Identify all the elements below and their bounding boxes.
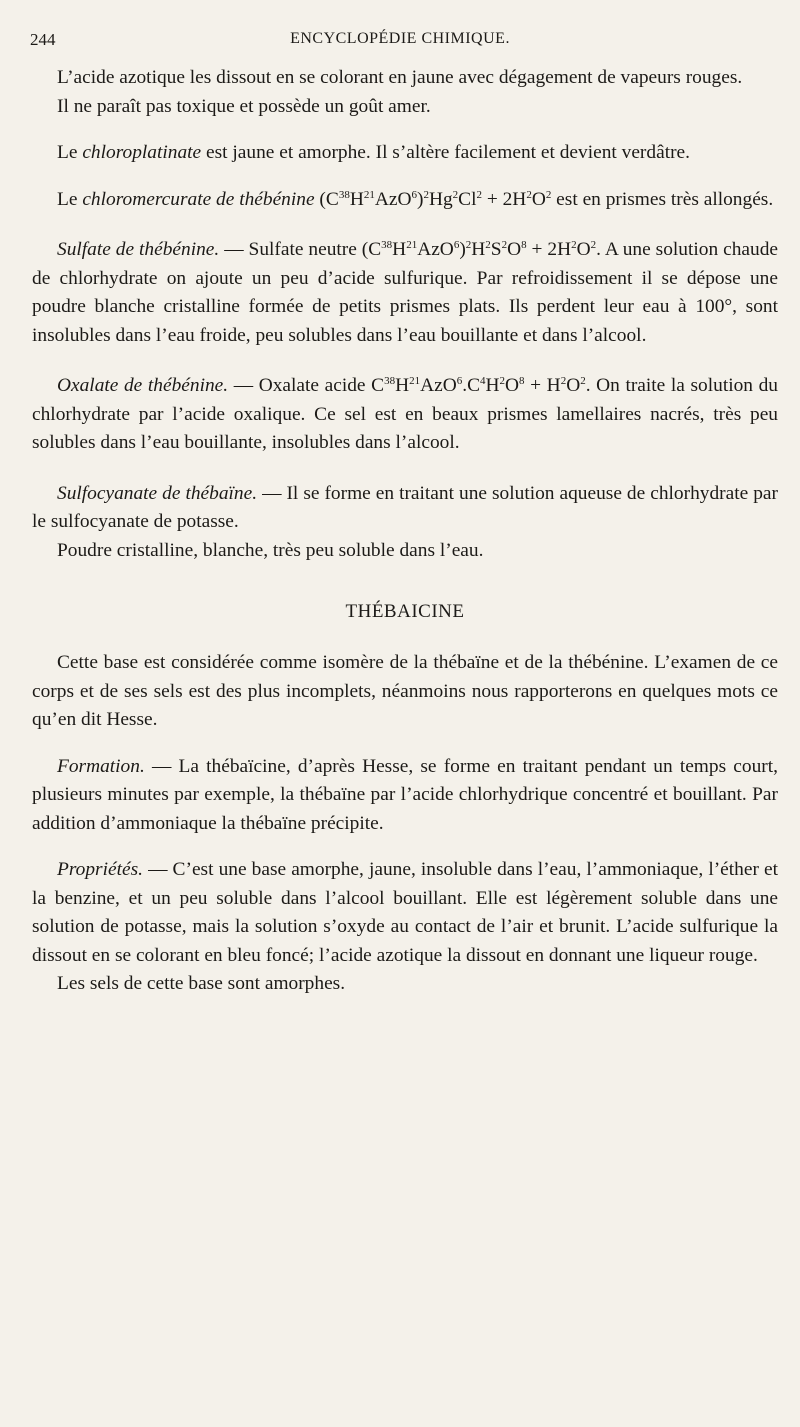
paragraph-isomere: Cette base est considérée comme isomère de la thébaïne et de la thébénine. L’examen de ce corps et de ses sels est des plus incomplets, néanmoins nous rapporterons en quelques mots ce qu’en dit Hesse. [32,652,778,730]
paragraph-poudre: Poudre cristalline, blanche, très peu soluble dans l’eau. [57,539,484,561]
paragraph-sulfate: Sulfate de thébénine. — Sulfate neutre $(C^{38}H^{21}AzO^6)^2H^2S^2O^8 + 2H^2O^2$. A une solution chaude de chlorhydrate on ajoute un peu d’acide sulfurique. Par refroidissement il se dépose une poudre blanche cristalline formée de petits prismes plats. Ils perdent leur eau à 100°, sont insolubles dans l’eau froide, peu solubles dans l’eau bouillante et dans l’alcool. [32,239,778,346]
term-chloroplatinate: chloroplatinate [82,142,202,163]
page-body [32,64,778,999]
paragraph-oxalate: Oxalate de thébénine. — Oxalate acide $C^{38}H^{21}AzO^6.C^4H^2O^8 + H^2O^2$. On traite la solution du chlorhydrate par l’acide oxalique. Ce sel est en beaux prismes lamellaires nacrés, très peu solubles dans l’eau bouillante, insolubles dans l’alcool. [32,375,778,453]
running-title: ENCYCLOPÉDIE CHIMIQUE. [290,30,510,47]
term-proprietes: Propriétés. [57,859,143,880]
formula-oxalate: — Oxalate acide $C^{38}H^{21}AzO^6.C^4H^2O^8 + H^2O^2$ [228,375,586,396]
paragraph-formation: Formation. — La thébaïcine, d’après Hesse, se forme en traitant pendant un temps court, plusieurs minutes par exemple, la thébaïne par l’acide chlorhydrique concentré et bouillant. Par addition d’ammoniaque la thébaïne précipite. [32,755,778,834]
paragraph-sulfocyanate: Sulfocyanate de thébaïne. — Il se forme en traitant une solution aqueuse de chlorhydrate par le sulfocyanate de potasse. [32,482,778,532]
paragraph-chloroplatinate: Le chloroplatinate est jaune et amorphe. Il s’altère facilement et devient verdâtre. [57,142,690,163]
page-header [30,30,770,58]
term-sulfate: Sulfate de thébénine. [57,239,220,260]
paragraph-proprietes: Propriétés. — C’est une base amorphe, jaune, insoluble dans l’eau, l’ammoniaque, l’éther et la benzine, et un peu soluble dans l’alcool bouillant. Elle est légèrement soluble dans une solution de potasse, mais la solution s’oxyde au contact de l’air et brunit. L’acide sulfurique la dissout en se colorant en bleu foncé; l’acide azotique la dissout en donnant une liqueur rouge. [32,859,778,966]
formula-chloromercurate: $(C^{38}H^{21}AzO^6)^2Hg^2Cl^2 + 2H^2O^2$ [314,188,552,210]
term-sulfocyanate: Sulfocyanate de thébaïne. [57,482,258,504]
section-title: THÉBAICINE [345,601,465,622]
paragraph-toxicite: Il ne paraît pas toxique et possède un goût amer. [57,95,431,117]
paragraph-chloromercurate: Le chloromercurate de thébénine $(C^{38}H^{21}AzO^6)^2Hg^2Cl^2 + 2H^2O^2$ est en prismes très allongés. [57,188,774,210]
term-formation: Formation. [57,755,145,777]
paragraph-acide-azotique: L’acide azotique les dissout en se colorant en jaune avec dégagement de vapeurs rouges. [57,67,743,88]
term-chloromercurate: chloromercurate de thébénine [82,188,315,210]
term-oxalate: Oxalate de thébénine. [57,375,229,396]
formula-sulfate: — Sulfate neutre $(C^{38}H^{21}AzO^6)^2H^2S^2O^8 + 2H^2O^2$ [219,239,597,260]
paragraph-sels: Les sels de cette base sont amorphes. [57,973,346,994]
page-number: 244 [30,30,56,49]
